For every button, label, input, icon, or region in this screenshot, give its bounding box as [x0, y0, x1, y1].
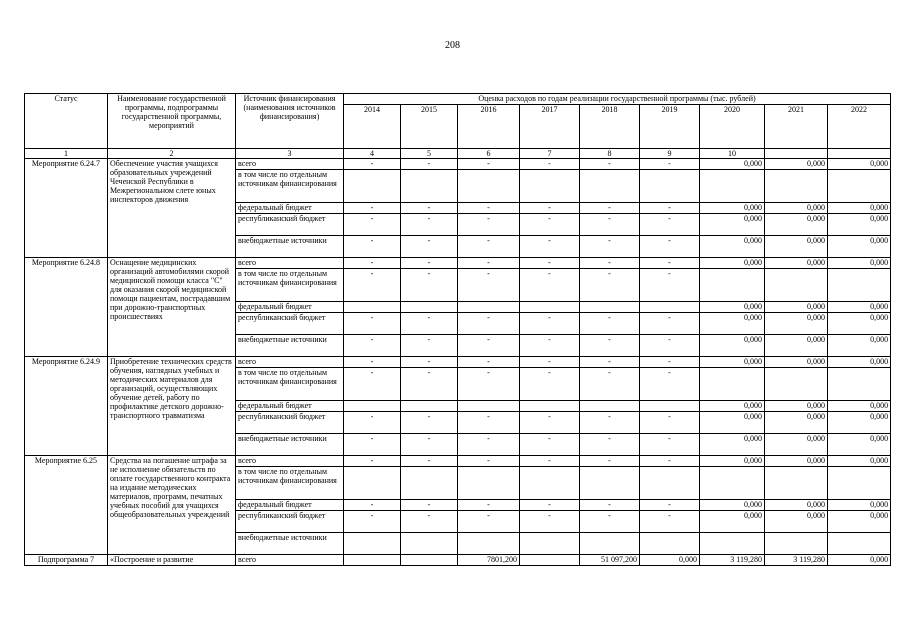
- amount-cell: [765, 467, 828, 500]
- amount-cell: -: [580, 500, 640, 511]
- amount-cell: -: [401, 258, 458, 269]
- amount-cell: 0,000: [765, 302, 828, 313]
- amount-cell: 0,000: [765, 313, 828, 335]
- status-cell: Мероприятие 6.25: [25, 456, 108, 555]
- amount-cell: -: [458, 511, 520, 533]
- amount-cell: 0,000: [700, 302, 765, 313]
- amount-cell: 0,000: [765, 401, 828, 412]
- amount-cell: 0,000: [765, 236, 828, 258]
- amount-cell: 0,000: [828, 434, 891, 456]
- measure-name: «Построение и развитие: [108, 555, 236, 566]
- amount-cell: 0,000: [765, 456, 828, 467]
- header-source: Источник финансирования (наименования источников финансирования): [236, 94, 344, 149]
- amount-cell: -: [458, 456, 520, 467]
- funding-source: всего: [236, 357, 344, 368]
- amount-cell: -: [520, 214, 580, 236]
- amount-cell: -: [344, 412, 401, 434]
- amount-cell: -: [458, 412, 520, 434]
- amount-cell: -: [640, 412, 700, 434]
- amount-cell: [580, 302, 640, 313]
- funding-source: федеральный бюджет: [236, 500, 344, 511]
- amount-cell: [401, 533, 458, 555]
- header-name: Наименование государственной программы, подпрограммы государственной программы, мероприятий: [108, 94, 236, 149]
- measure-name: Оснащение медицинских организаций автомобилями скорой медицинской помощи класса "С" для оказания скорой медицинской помощи пациентам, пострадавшим при дорожно-транспортных происшествиях: [108, 258, 236, 357]
- amount-cell: -: [401, 159, 458, 170]
- amount-cell: [765, 533, 828, 555]
- amount-cell: 0,000: [700, 203, 765, 214]
- amount-cell: 0,000: [828, 456, 891, 467]
- amount-cell: -: [640, 357, 700, 368]
- amount-cell: [401, 170, 458, 203]
- amount-cell: [828, 467, 891, 500]
- amount-cell: -: [401, 335, 458, 357]
- amount-cell: -: [344, 236, 401, 258]
- table-row: [25, 357, 891, 368]
- amount-cell: 0,000: [700, 412, 765, 434]
- amount-cell: [700, 533, 765, 555]
- amount-cell: 0,000: [765, 357, 828, 368]
- amount-cell: [458, 533, 520, 555]
- amount-cell: -: [580, 434, 640, 456]
- amount-cell: -: [520, 258, 580, 269]
- amount-cell: -: [344, 500, 401, 511]
- funding-source: федеральный бюджет: [236, 203, 344, 214]
- amount-cell: -: [344, 159, 401, 170]
- amount-cell: [828, 533, 891, 555]
- amount-cell: [640, 467, 700, 500]
- amount-cell: -: [458, 203, 520, 214]
- table-row: [25, 159, 891, 170]
- funding-source: всего: [236, 555, 344, 566]
- year-header: 2019: [640, 105, 700, 149]
- amount-cell: -: [401, 313, 458, 335]
- amount-cell: [765, 269, 828, 302]
- amount-cell: [520, 170, 580, 203]
- amount-cell: [401, 555, 458, 566]
- amount-cell: [640, 302, 700, 313]
- amount-cell: [700, 170, 765, 203]
- amount-cell: -: [520, 368, 580, 401]
- amount-cell: -: [520, 236, 580, 258]
- amount-cell: 0,000: [828, 555, 891, 566]
- year-header: 2014: [344, 105, 401, 149]
- table-row: [25, 456, 891, 467]
- amount-cell: -: [520, 511, 580, 533]
- amount-cell: -: [640, 269, 700, 302]
- amount-cell: -: [640, 500, 700, 511]
- amount-cell: -: [401, 368, 458, 401]
- amount-cell: [344, 302, 401, 313]
- amount-cell: -: [344, 368, 401, 401]
- amount-cell: -: [401, 357, 458, 368]
- amount-cell: 0,000: [828, 412, 891, 434]
- amount-cell: [580, 170, 640, 203]
- amount-cell: -: [580, 203, 640, 214]
- funding-source: республиканский бюджет: [236, 412, 344, 434]
- amount-cell: 0,000: [700, 401, 765, 412]
- amount-cell: 0,000: [828, 236, 891, 258]
- amount-cell: 0,000: [700, 456, 765, 467]
- amount-cell: 3 119,280: [765, 555, 828, 566]
- column-number: 8: [580, 149, 640, 159]
- amount-cell: [700, 368, 765, 401]
- funding-source: внебюджетные источники: [236, 533, 344, 555]
- amount-cell: -: [401, 434, 458, 456]
- funding-source: федеральный бюджет: [236, 302, 344, 313]
- column-number: 7: [520, 149, 580, 159]
- amount-cell: -: [344, 214, 401, 236]
- year-header: 2022: [828, 105, 891, 149]
- amount-cell: 0,000: [700, 159, 765, 170]
- funding-source: в том числе по отдельным источникам финансирования: [236, 368, 344, 401]
- amount-cell: 0,000: [765, 500, 828, 511]
- amount-cell: -: [640, 313, 700, 335]
- measure-name: Обеспечение участия учащихся образовательных учреждений Чеченской Республики в Межрегиональном слете юных инспекторов движения: [108, 159, 236, 258]
- amount-cell: [401, 401, 458, 412]
- amount-cell: 0,000: [828, 313, 891, 335]
- amount-cell: [520, 555, 580, 566]
- amount-cell: -: [520, 335, 580, 357]
- amount-cell: 0,000: [828, 401, 891, 412]
- amount-cell: 0,000: [765, 335, 828, 357]
- amount-cell: -: [458, 500, 520, 511]
- amount-cell: [520, 302, 580, 313]
- year-header: 2016: [458, 105, 520, 149]
- amount-cell: [344, 555, 401, 566]
- amount-cell: -: [458, 159, 520, 170]
- budget-table: [24, 93, 891, 566]
- funding-source: в том числе по отдельным источникам финансирования: [236, 170, 344, 203]
- column-number: 10: [700, 149, 765, 159]
- amount-cell: -: [458, 258, 520, 269]
- amount-cell: -: [401, 412, 458, 434]
- amount-cell: 0,000: [700, 214, 765, 236]
- amount-cell: 0,000: [828, 258, 891, 269]
- measure-name: Средства на погашение штрафа за не исполнение обязательств по оплате государственного контракта на издание методических материалов, программ, печатных учебных пособий для учащихся общеобразовательных учреждений: [108, 456, 236, 555]
- amount-cell: -: [401, 511, 458, 533]
- status-cell: Мероприятие 6.24.7: [25, 159, 108, 258]
- page-number: 208: [445, 40, 460, 51]
- amount-cell: -: [520, 500, 580, 511]
- measure-name: Приобретение технических средств обучения, наглядных учебных и методических материалов для организаций, осуществляющих обучение детей, работу по профилактике детского дорожно-транспортного травматизма: [108, 357, 236, 456]
- year-header: 2021: [765, 105, 828, 149]
- amount-cell: -: [458, 269, 520, 302]
- amount-cell: -: [520, 159, 580, 170]
- amount-cell: -: [580, 368, 640, 401]
- amount-cell: [640, 170, 700, 203]
- amount-cell: -: [520, 203, 580, 214]
- amount-cell: -: [580, 412, 640, 434]
- amount-cell: 51 097,200: [580, 555, 640, 566]
- amount-cell: -: [640, 434, 700, 456]
- column-number: 2: [108, 149, 236, 159]
- status-cell: Мероприятие 6.24.8: [25, 258, 108, 357]
- amount-cell: [401, 302, 458, 313]
- column-number: 4: [344, 149, 401, 159]
- amount-cell: [580, 467, 640, 500]
- amount-cell: -: [401, 269, 458, 302]
- amount-cell: -: [640, 236, 700, 258]
- amount-cell: 3 119,280: [700, 555, 765, 566]
- amount-cell: 0,000: [700, 335, 765, 357]
- amount-cell: -: [401, 214, 458, 236]
- amount-cell: -: [580, 159, 640, 170]
- amount-cell: 0,000: [828, 500, 891, 511]
- amount-cell: 0,000: [700, 357, 765, 368]
- column-number: 3: [236, 149, 344, 159]
- amount-cell: [640, 401, 700, 412]
- status-cell: Подпрограмма 7: [25, 555, 108, 566]
- amount-cell: -: [520, 434, 580, 456]
- funding-source: внебюджетные источники: [236, 434, 344, 456]
- amount-cell: [458, 401, 520, 412]
- amount-cell: 0,000: [700, 313, 765, 335]
- status-cell: Мероприятие 6.24.9: [25, 357, 108, 456]
- amount-cell: 0,000: [828, 203, 891, 214]
- amount-cell: -: [344, 258, 401, 269]
- amount-cell: -: [520, 412, 580, 434]
- amount-cell: 0,000: [640, 555, 700, 566]
- amount-cell: 0,000: [765, 511, 828, 533]
- amount-cell: 7801,200: [458, 555, 520, 566]
- amount-cell: -: [640, 258, 700, 269]
- year-header: 2020: [700, 105, 765, 149]
- funding-source: всего: [236, 159, 344, 170]
- amount-cell: -: [640, 214, 700, 236]
- amount-cell: 0,000: [765, 159, 828, 170]
- amount-cell: -: [458, 214, 520, 236]
- amount-cell: 0,000: [700, 500, 765, 511]
- amount-cell: -: [580, 511, 640, 533]
- amount-cell: [344, 401, 401, 412]
- amount-cell: -: [640, 368, 700, 401]
- amount-cell: -: [344, 313, 401, 335]
- amount-cell: [520, 533, 580, 555]
- header-status: Статус: [25, 94, 108, 149]
- column-number: 9: [640, 149, 700, 159]
- amount-cell: -: [344, 357, 401, 368]
- amount-cell: -: [520, 269, 580, 302]
- amount-cell: -: [344, 434, 401, 456]
- amount-cell: -: [458, 335, 520, 357]
- amount-cell: -: [640, 159, 700, 170]
- amount-cell: [344, 170, 401, 203]
- column-number: [828, 149, 891, 159]
- amount-cell: 0,000: [765, 258, 828, 269]
- amount-cell: -: [344, 335, 401, 357]
- amount-cell: 0,000: [828, 357, 891, 368]
- funding-source: республиканский бюджет: [236, 511, 344, 533]
- amount-cell: -: [520, 357, 580, 368]
- amount-cell: -: [344, 511, 401, 533]
- amount-cell: -: [401, 456, 458, 467]
- column-number: [765, 149, 828, 159]
- amount-cell: [458, 467, 520, 500]
- amount-cell: [520, 467, 580, 500]
- amount-cell: 0,000: [828, 159, 891, 170]
- amount-cell: -: [458, 434, 520, 456]
- column-number: 5: [401, 149, 458, 159]
- amount-cell: 0,000: [828, 335, 891, 357]
- amount-cell: -: [458, 313, 520, 335]
- funding-source: в том числе по отдельным источникам финансирования: [236, 467, 344, 500]
- amount-cell: [700, 269, 765, 302]
- column-number: 6: [458, 149, 520, 159]
- amount-cell: -: [458, 357, 520, 368]
- amount-cell: -: [640, 511, 700, 533]
- funding-source: в том числе по отдельным источникам финансирования: [236, 269, 344, 302]
- year-header: 2015: [401, 105, 458, 149]
- funding-source: всего: [236, 258, 344, 269]
- funding-source: внебюджетные источники: [236, 236, 344, 258]
- amount-cell: -: [580, 456, 640, 467]
- amount-cell: 0,000: [828, 302, 891, 313]
- amount-cell: -: [520, 456, 580, 467]
- amount-cell: [828, 269, 891, 302]
- table-row: [25, 555, 891, 566]
- amount-cell: 0,000: [828, 511, 891, 533]
- amount-cell: [700, 467, 765, 500]
- amount-cell: 0,000: [765, 434, 828, 456]
- amount-cell: [580, 533, 640, 555]
- amount-cell: -: [580, 214, 640, 236]
- amount-cell: 0,000: [700, 434, 765, 456]
- amount-cell: [344, 467, 401, 500]
- amount-cell: -: [344, 456, 401, 467]
- amount-cell: -: [401, 500, 458, 511]
- amount-cell: -: [640, 203, 700, 214]
- amount-cell: 0,000: [765, 214, 828, 236]
- amount-cell: [765, 170, 828, 203]
- amount-cell: -: [458, 236, 520, 258]
- amount-cell: -: [344, 269, 401, 302]
- amount-cell: -: [401, 203, 458, 214]
- amount-cell: [828, 368, 891, 401]
- column-number: 1: [25, 149, 108, 159]
- amount-cell: -: [580, 335, 640, 357]
- amount-cell: [401, 467, 458, 500]
- amount-cell: -: [640, 335, 700, 357]
- amount-cell: 0,000: [828, 214, 891, 236]
- funding-source: всего: [236, 456, 344, 467]
- amount-cell: -: [580, 258, 640, 269]
- amount-cell: [344, 533, 401, 555]
- amount-cell: 0,000: [700, 511, 765, 533]
- amount-cell: -: [580, 236, 640, 258]
- amount-cell: -: [580, 357, 640, 368]
- amount-cell: 0,000: [765, 203, 828, 214]
- amount-cell: [520, 401, 580, 412]
- table-row: [25, 258, 891, 269]
- amount-cell: [640, 533, 700, 555]
- amount-cell: 0,000: [765, 412, 828, 434]
- amount-cell: [580, 401, 640, 412]
- amount-cell: [458, 170, 520, 203]
- amount-cell: -: [580, 313, 640, 335]
- year-header: 2018: [580, 105, 640, 149]
- amount-cell: [828, 170, 891, 203]
- amount-cell: -: [580, 269, 640, 302]
- amount-cell: -: [520, 313, 580, 335]
- amount-cell: -: [640, 456, 700, 467]
- amount-cell: -: [458, 368, 520, 401]
- amount-cell: [458, 302, 520, 313]
- year-header: 2017: [520, 105, 580, 149]
- funding-source: федеральный бюджет: [236, 401, 344, 412]
- header-estimate: Оценка расходов по годам реализации государственной программы (тыс. рублей): [344, 94, 891, 105]
- amount-cell: -: [401, 236, 458, 258]
- amount-cell: -: [344, 203, 401, 214]
- funding-source: внебюджетные источники: [236, 335, 344, 357]
- funding-source: республиканский бюджет: [236, 214, 344, 236]
- amount-cell: [765, 368, 828, 401]
- funding-source: республиканский бюджет: [236, 313, 344, 335]
- amount-cell: 0,000: [700, 236, 765, 258]
- amount-cell: 0,000: [700, 258, 765, 269]
